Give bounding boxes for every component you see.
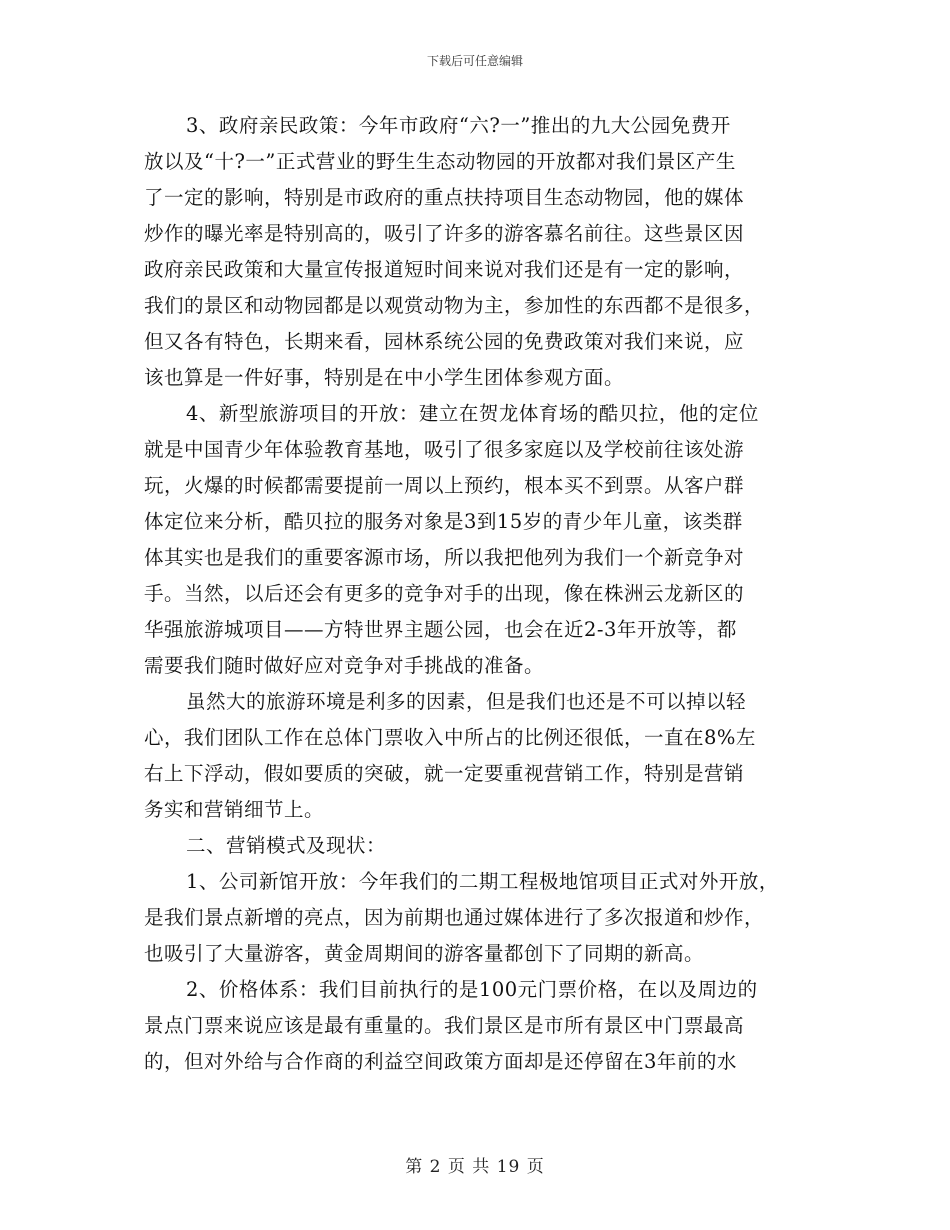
text-line: 景点门票来说应该是最有重量的。我们景区是市所有景区中门票最高	[144, 1014, 745, 1037]
section-heading: 二、营销模式及现状：	[186, 834, 387, 857]
text-line: 的，但对外给与合作商的利益空间政策方面却是还停留在3年前的水	[144, 1050, 737, 1073]
text-line: 务实和营销细节上。	[144, 798, 325, 821]
text-line: 玩，火爆的时候都需要提前一周以上预约，根本买不到票。从客户群	[144, 474, 745, 497]
text-line: 放以及“十?一”正式营业的野生生态动物园的开放都对我们景区产生	[144, 150, 736, 173]
text-line: 3、政府亲民政策：今年市政府“六?一”推出的九大公园免费开	[186, 114, 731, 137]
text-line: 但又各有特色，长期来看，园林系统公园的免费政策对我们来说，应	[144, 330, 745, 353]
text-line: 华强旅游城项目——方特世界主题公园，也会在近2-3年开放等，都	[144, 618, 737, 641]
text-line: 也吸引了大量游客，黄金周期间的游客量都创下了同期的新高。	[144, 942, 705, 965]
page-header: 下载后可任意编辑	[426, 54, 523, 68]
text-line: 了一定的影响，特别是市政府的重点扶持项目生态动物园，他的媒体	[144, 186, 745, 209]
text-line: 我们的景区和动物园都是以观赏动物为主，参加性的东西都不是很多，	[144, 294, 765, 317]
text-line: 手。当然，以后还会有更多的竞争对手的出现，像在株洲云龙新区的	[144, 582, 745, 605]
text-line: 体其实也是我们的重要客源市场，所以我把他列为我们一个新竞争对	[144, 546, 745, 569]
page-footer: 第 2 页 共 19 页	[405, 1157, 545, 1177]
text-line: 需要我们随时做好应对竞争对手挑战的准备。	[144, 654, 545, 677]
text-line: 2、价格体系：我们目前执行的是100元门票价格，在以及周边的	[186, 978, 758, 1001]
text-line: 体定位来分析，酷贝拉的服务对象是3到15岁的青少年儿童，该类群	[144, 510, 743, 533]
text-line: 炒作的曝光率是特别高的，吸引了许多的游客慕名前往。这些景区因	[144, 222, 745, 245]
text-line: 右上下浮动，假如要质的突破，就一定要重视营销工作，特别是营销	[144, 762, 745, 785]
text-line: 虽然大的旅游环境是利多的因素，但是我们也还是不可以掉以轻	[186, 690, 747, 713]
text-line: 心，我们团队工作在总体门票收入中所占的比例还很低，一直在8%左	[144, 726, 756, 749]
text-line: 是我们景点新增的亮点，因为前期也通过媒体进行了多次报道和炒作，	[144, 906, 765, 929]
text-line: 该也算是一件好事，特别是在中小学生团体参观方面。	[144, 366, 625, 389]
text-line: 就是中国青少年体验教育基地，吸引了很多家庭以及学校前往该处游	[144, 438, 745, 461]
document-body	[144, 108, 814, 1080]
text-line: 1、公司新馆开放：今年我们的二期工程极地馆项目正式对外开放，	[186, 870, 779, 893]
text-line: 政府亲民政策和大量宣传报道短时间来说对我们还是有一定的影响，	[144, 258, 745, 281]
text-line: 4、新型旅游项目的开放：建立在贺龙体育场的酷贝拉，他的定位	[186, 402, 759, 425]
